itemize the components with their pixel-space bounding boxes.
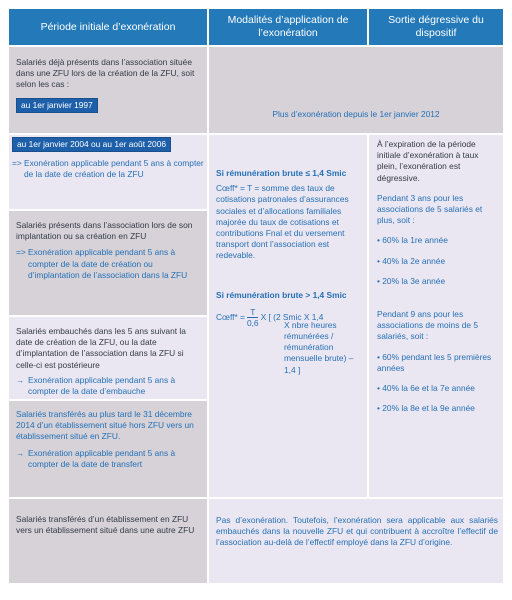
row6-left-cell bbox=[9, 499, 207, 583]
row5-content bbox=[16, 409, 202, 470]
header-modalites-label: Modalités d’application de l’exonération bbox=[227, 14, 349, 39]
arrow-icon: => bbox=[16, 247, 26, 258]
row5-arrow-line bbox=[16, 448, 202, 470]
right-intro: À l’expiration de la période initiale d’exonération à taux plein, l’exonération est dégressive. bbox=[377, 139, 479, 183]
case1-title: Si rémunération brute ≤ 1,4 Smic bbox=[216, 168, 347, 178]
case1-text: Cœff* = T = somme des taux de cotisations patronales d’assurances sociales et d’allocations familiales majorée du taux de cotisations et contributions Fnal et du versement transport dont l’association est redevable. bbox=[216, 183, 349, 261]
row2-date-badge: au 1er janvier 2004 ou au 1er août 2006 bbox=[12, 137, 171, 152]
row3-intro: Salariés présents dans l’association lors de son implantation ou sa création en ZFU bbox=[16, 220, 193, 242]
bullet-year1: • 60% la 1re année bbox=[377, 235, 448, 246]
formula-rest: X nbre heures rémunérées / rémunération mensuelle brute) – 1,4 ] bbox=[284, 319, 354, 375]
fraction-numerator: T bbox=[247, 307, 258, 318]
row6-right-text: Pas d’exonération. Toutefois, l’exonération sera applicable aux salariés embauchés dans la nouvelle ZFU et qui contribuent à accroître l’effectif de l’association au-delà de l’effectif employé dans la ZFU d’origine. bbox=[216, 515, 498, 548]
fraction bbox=[247, 307, 259, 328]
row3-text: Exonération applicable pendant 5 ans à compter de la date de création ou d’implantation de l’association dans la ZFU bbox=[28, 247, 188, 280]
row4-text: Exonération applicable pendant 5 ans à compter de la date d’embauche bbox=[28, 374, 176, 397]
header-periode-label: Période initiale d’exonération bbox=[40, 20, 176, 33]
row4-intro: Salariés embauchés dans les 5 ans suivant la date de création de la ZFU, ou la date d’implantation de l’association dans la ZFU si celle-ci est postérieure bbox=[16, 326, 186, 370]
middle-content bbox=[216, 168, 362, 376]
row6-left-text: Salariés transférés d’un établissement en ZFU vers un établissement situé dans une autre ZFU bbox=[16, 514, 195, 536]
row5-text: Exonération applicable pendant 5 ans à compter de la date de transfert bbox=[28, 447, 176, 469]
header-sortie-label: Sortie dégressive du dispositif bbox=[388, 14, 484, 39]
row2-arrow-line bbox=[12, 158, 206, 180]
row4-content bbox=[16, 326, 202, 397]
bullet-year3: • 20% la 3e année bbox=[377, 275, 446, 286]
row1-middle-text: Plus d’exonération depuis le 1er janvier 2012 bbox=[272, 109, 440, 119]
row3-arrow-line bbox=[16, 247, 202, 281]
fraction-denominator: 0,6 bbox=[246, 317, 259, 328]
row2-content bbox=[12, 136, 206, 181]
row3-content bbox=[16, 220, 202, 281]
right-para-9-years: Pendant 9 ans pour les associations de moins de 5 salariés, soit : bbox=[377, 309, 479, 342]
row1-content bbox=[16, 57, 202, 116]
row5-intro: Salariés transférés au plus tard le 31 décembre 2014 d’un établissement situé hors ZFU vers un établissement situé en ZFU. bbox=[16, 409, 194, 442]
header-modalites bbox=[209, 9, 367, 45]
right-para-3-years: Pendant 3 ans pour les associations de 5 salariés et plus, soit : bbox=[377, 192, 483, 226]
formula-start: X [ (2 Smic X 1,4 bbox=[260, 311, 324, 322]
arrow-right-icon: → bbox=[16, 374, 25, 385]
row1-intro: Salariés déjà présents dans l’association située dans une ZFU lors de la création de la ZFU, soit selon les cas : bbox=[16, 57, 195, 90]
bullet-year2: • 40% la 2e année bbox=[377, 255, 446, 266]
header-sortie bbox=[369, 9, 503, 45]
header-periode bbox=[9, 9, 207, 45]
bullet-years6-7: • 40% la 6e et la 7e année bbox=[377, 383, 475, 394]
coeff-label: Cœff* = bbox=[216, 311, 245, 322]
row2-text: Exonération applicable pendant 5 ans à compter de la date de création de la ZFU bbox=[24, 158, 204, 180]
row1-date-badge: au 1er janvier 1997 bbox=[16, 98, 98, 113]
arrow-right-icon: → bbox=[16, 447, 25, 458]
case2-title: Si rémunération brute > 1,4 Smic bbox=[216, 289, 347, 300]
bullet-years8-9: • 20% la 8e et la 9e année bbox=[377, 403, 475, 414]
arrow-icon: => bbox=[12, 158, 22, 169]
right-content bbox=[377, 139, 497, 414]
row4-arrow-line bbox=[16, 375, 202, 397]
bullet-years1-5: • 60% pendant les 5 premières années bbox=[377, 351, 492, 373]
